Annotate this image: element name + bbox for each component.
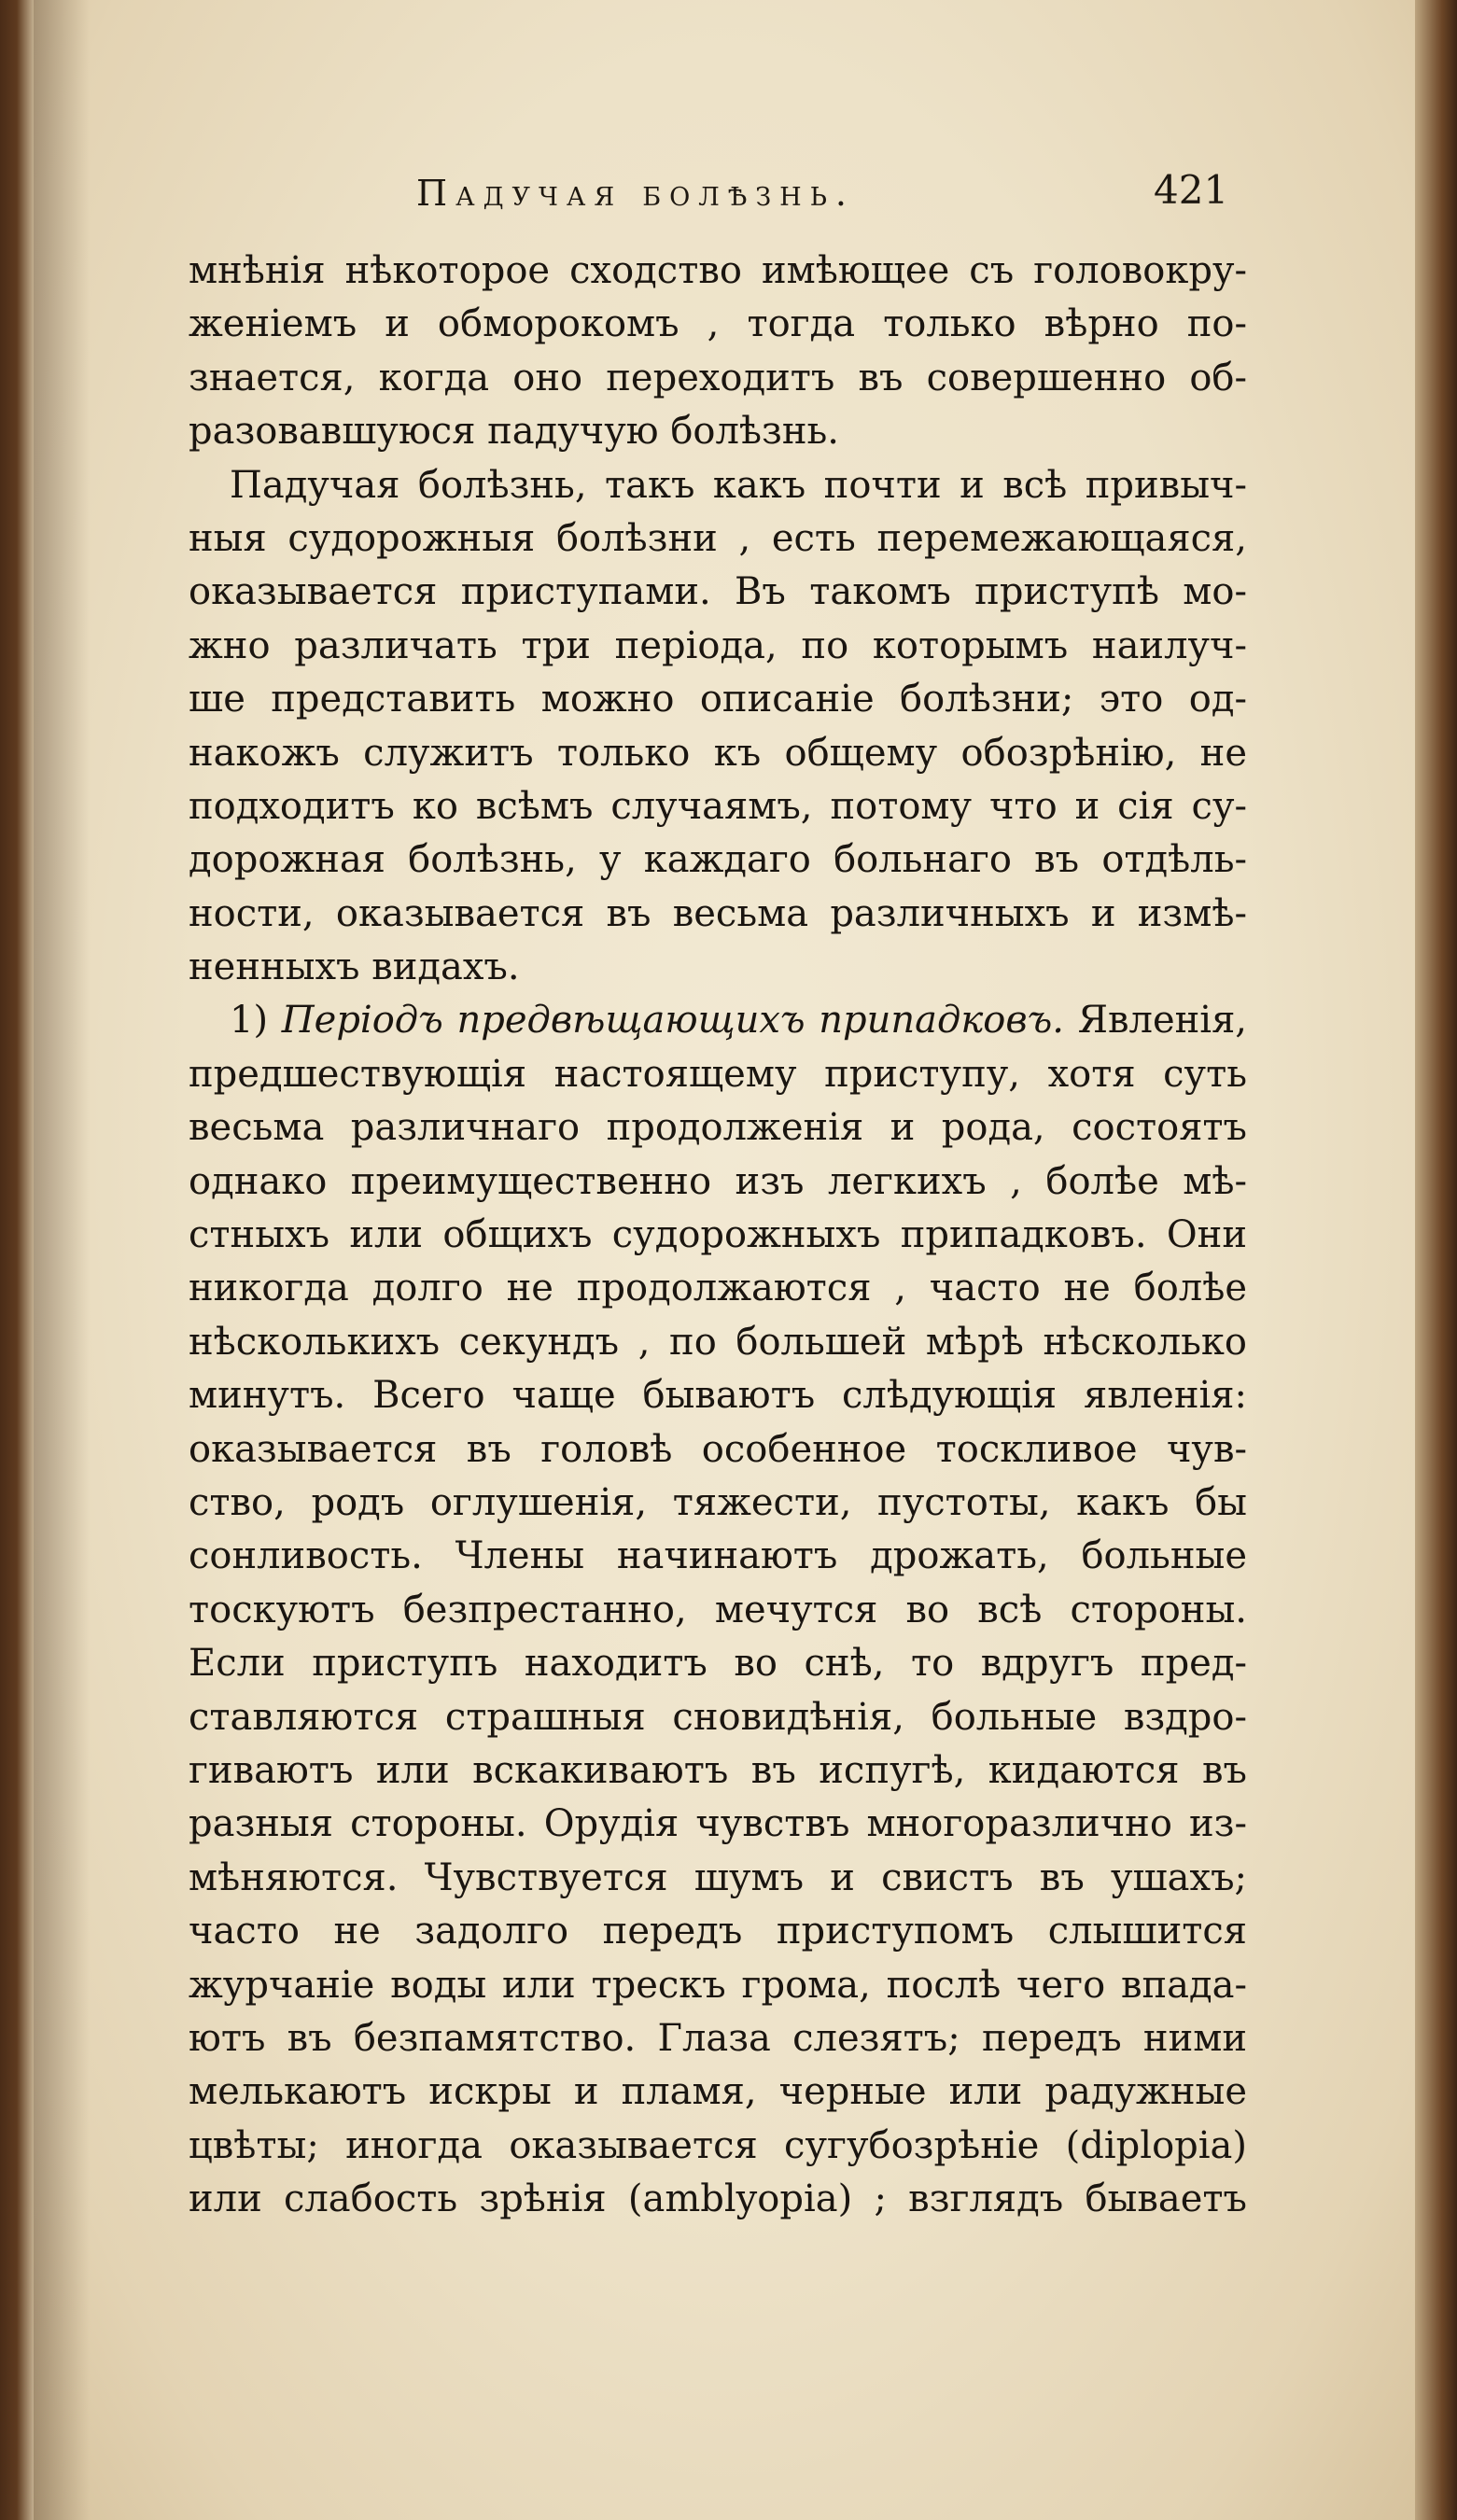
text-line: ство, родъ оглушенія, тяжести, пустоты, какъ бы [189,1480,1247,1524]
text-line: ности, оказывается въ весьма различныхъ и измѣ- [189,891,1247,935]
text-line: ше представить можно описаніе болѣзни; это од- [189,678,1247,721]
text-line: Падучая болѣзнь, такъ какъ почти и всѣ привыч- [230,463,1247,507]
text-line: ютъ въ безпамятство. Глаза слезятъ; передъ ними [189,2016,1247,2060]
text-line: мнѣнія нѣкоторое сходство имѣющее съ головокру- [189,249,1247,292]
text-line: женіемъ и обморокомъ , тогда только вѣрно по- [189,302,1247,346]
text-line: ныя судорожныя болѣзни , есть перемежающаяся, [189,516,1247,560]
running-head: Падучая болѣзнь. [416,173,855,214]
text-line: разовавшуюся падучую болѣзнь. [189,410,839,454]
text-line: разныя стороны. Орудія чувствъ многоразлично из- [189,1802,1247,1846]
text-line: тоскуютъ безпрестанно, мечутся во всѣ стороны. [189,1588,1247,1631]
gutter-shadow [34,0,90,2520]
text-line: сонливость. Члены начинаютъ дрожать, больные [189,1534,1247,1578]
text-line: дорожная болѣзнь, у каждаго больнаго въ отдѣль- [189,838,1247,882]
text-line: журчаніе воды или трескъ грома, послѣ чего впада- [189,1963,1247,2007]
page-header [34,167,1415,229]
text-line: стныхъ или общихъ судорожныхъ припадковъ. Они [189,1213,1247,1257]
section-heading-line [189,994,1247,1047]
text-line: предшествующія настоящему приступу, хотя суть [189,1052,1247,1096]
text-line: жно различать три періода, по которымъ наилуч- [189,623,1247,667]
text-line: минутъ. Всего чаще бываютъ слѣдующія явленія: [189,1374,1247,1418]
text-line: весьма различнаго продолженія и рода, состоятъ [189,1106,1247,1150]
text-line: ставляются страшныя сновидѣнія, больные вздро- [189,1695,1247,1739]
section-number: 1) [230,999,269,1043]
text-line: никогда долго не продолжаются , часто не болѣе [189,1267,1247,1310]
text-line: гиваютъ или вскакиваютъ въ испугѣ, кидаются въ [189,1748,1247,1792]
text-line: знается, когда оно переходитъ въ совершенно об- [189,356,1247,399]
text-line: мѣняются. Чувствуется шумъ и свистъ въ ушахъ; [189,1855,1247,1899]
text-line: Если приступъ находитъ во снѣ, то вдругъ пред- [189,1642,1247,1686]
page-number: 421 [1154,167,1229,213]
text-line: оказывается приступами. Въ такомъ приступѣ мо- [189,570,1247,614]
text-line: накожъ служитъ только къ общему обозрѣнію, не [189,731,1247,775]
text-line: мелькаютъ искры и пламя, черные или радужные [189,2070,1247,2114]
text-line: оказывается въ головѣ особенное тоскливое чув- [189,1427,1247,1471]
text-line: ненныхъ видахъ. [189,945,520,989]
text-line: часто не задолго передъ приступомъ слышится [189,1910,1247,1953]
text-line: цвѣты; иногда оказывается сугубозрѣніе (diplopia) [189,2123,1247,2167]
book-page [34,0,1415,2520]
text-line: или слабость зрѣнія (amblyopia) ; взглядъ бываетъ [189,2177,1247,2221]
section-title: Періодъ предвѣщающихъ припадковъ. [281,999,1064,1043]
section-line-rest: Явленія, [1077,999,1248,1043]
body-text [189,245,1247,2226]
text-line: однако преимущественно изъ легкихъ , болѣе мѣ- [189,1159,1247,1203]
text-line: подходитъ ко всѣмъ случаямъ, потому что и сія су- [189,784,1247,828]
text-line: нѣсколькихъ секундъ , по большей мѣрѣ нѣсколько [189,1320,1247,1364]
